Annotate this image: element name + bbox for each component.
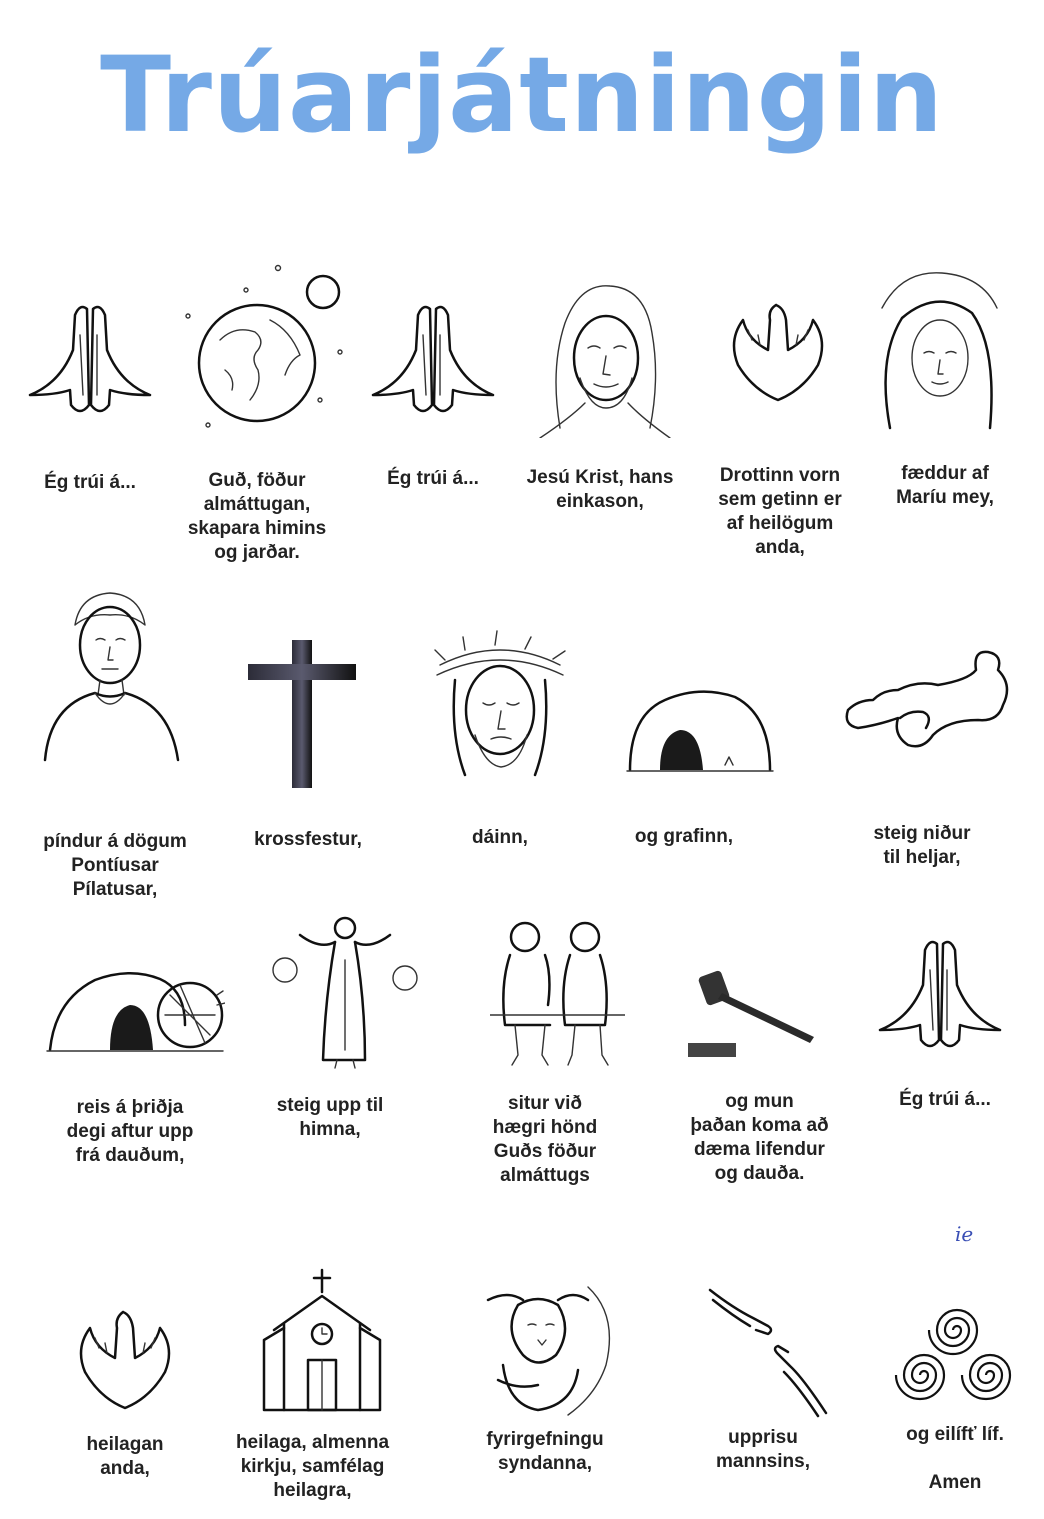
globe-icon <box>180 260 350 430</box>
caption-2: Guð, föður almáttugan, skapara himins og jarðar. <box>187 470 327 563</box>
pencil-mark: ie <box>955 1222 974 1246</box>
caption-1: Ég trúi á... <box>44 472 136 493</box>
jesus-portrait-icon <box>530 278 680 438</box>
triple-spiral-icon <box>888 1290 1018 1415</box>
reaching-hands-icon <box>708 1268 828 1418</box>
tomb-icon <box>625 685 775 775</box>
caption-14: situr við hægri hönd Guðs föður almáttugs <box>492 1093 598 1186</box>
open-tomb-icon <box>45 965 225 1060</box>
caption-12: reis á þriðja degi aftur upp frá dauðum, <box>66 1097 194 1166</box>
caption-22: Amen <box>928 1472 982 1493</box>
caption-9: dáinn, <box>472 827 528 848</box>
caption-7: píndur á dögum Pontíusar Pílatusar, <box>43 831 187 900</box>
caption-10: og grafinn, <box>634 826 734 847</box>
caption-21: og eilífť líf. <box>906 1424 1004 1445</box>
praying-hands-icon <box>875 930 1005 1060</box>
caption-4: Jesú Krist, hans einkason, <box>526 467 674 512</box>
caption-5: Drottinn vorn sem getinn er af heilögum anda, <box>718 465 842 558</box>
lamb-icon <box>478 1285 628 1420</box>
dove-icon <box>65 1300 185 1415</box>
crown-of-thorns-icon <box>425 625 575 785</box>
caption-17: heilagan anda, <box>86 1434 164 1479</box>
ascension-icon <box>265 910 425 1070</box>
caption-20: upprisu mannsins, <box>716 1427 810 1472</box>
caption-6: fæddur af Maríu mey, <box>896 463 994 508</box>
dove-icon <box>718 290 838 410</box>
caption-13: steig upp til himna, <box>276 1095 384 1140</box>
seated-figures-icon <box>490 915 625 1070</box>
caption-18: heilaga, almenna kirkju, samfélag heilagra, <box>235 1432 390 1501</box>
cross-icon <box>248 640 358 790</box>
praying-hands-icon <box>368 295 498 425</box>
pilate-portrait-icon <box>40 585 180 765</box>
page-title: Trúarjátningin <box>100 34 944 156</box>
caption-19: fyrirgefningu syndanna, <box>486 1429 604 1474</box>
caption-11: steig niður til heljar, <box>873 823 971 868</box>
church-icon <box>262 1268 392 1416</box>
caption-16: Ég trúi á... <box>899 1089 991 1110</box>
mary-portrait-icon <box>862 268 1017 438</box>
praying-hands-icon <box>25 295 155 425</box>
caption-15: og mun þaðan koma að dæma lifendur og dauða. <box>690 1091 829 1184</box>
caption-3: Ég trúi á... <box>387 468 479 489</box>
body-outline-icon <box>838 640 1018 760</box>
caption-8: krossfestur, <box>254 829 362 850</box>
gavel-icon <box>688 965 818 1060</box>
